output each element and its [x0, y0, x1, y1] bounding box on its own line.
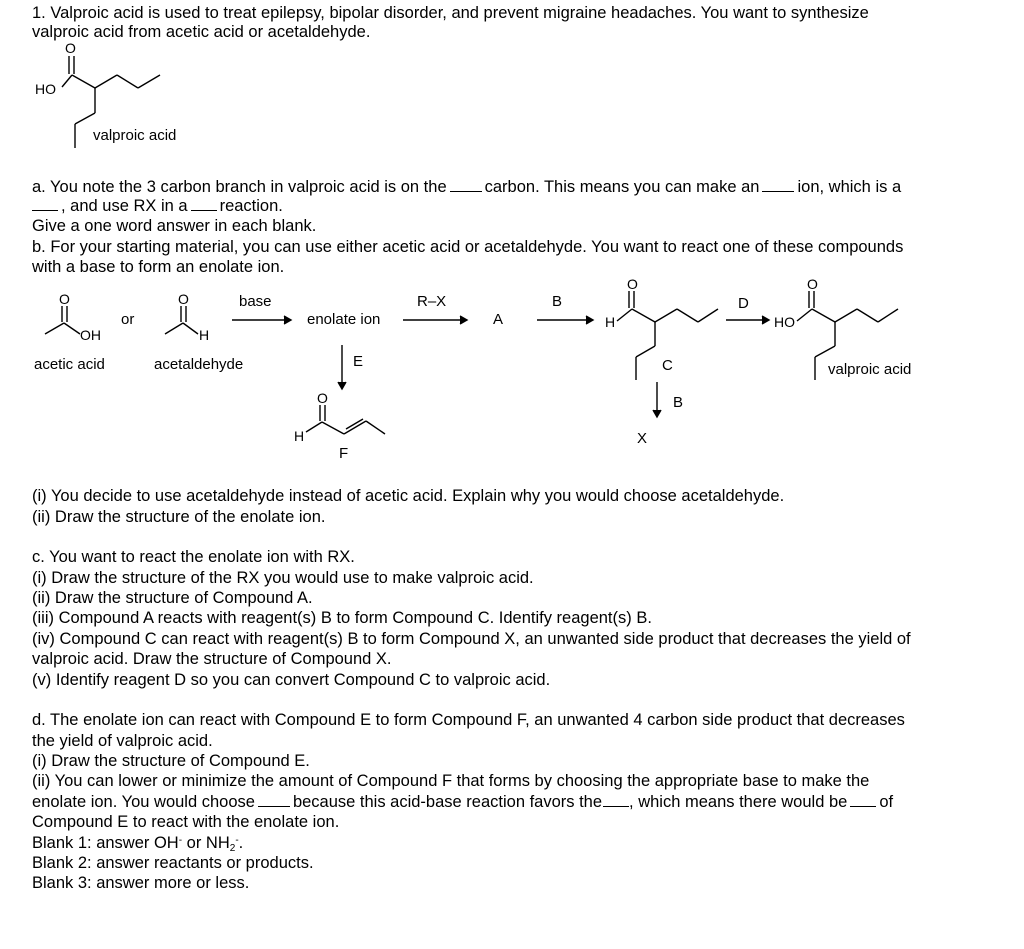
hydroxyl-label: HO	[35, 81, 56, 97]
part-c-question-ii: (ii) Draw the structure of Compound A.	[32, 589, 313, 607]
part-d-question-i: (i) Draw the structure of Compound E.	[32, 752, 310, 770]
question-intro-line1: 1. Valproic acid is used to treat epilepsy, bipolar disorder, and prevent migraine headaches. You want to synthesize	[32, 4, 869, 22]
compound-c-oxygen: O	[627, 276, 638, 292]
part-d-text-1: enolate ion. You would choose	[32, 793, 255, 811]
reagent-b-down-label: B	[673, 394, 684, 411]
reagent-d-label: D	[738, 295, 749, 312]
blank2-instructions: Blank 2: answer reactants or products.	[32, 854, 314, 872]
compound-f-h: H	[294, 428, 305, 444]
part-d-text-3: , which means there would be	[629, 793, 848, 811]
answer-blank[interactable]	[850, 792, 876, 807]
superscript-minus: -	[235, 835, 239, 846]
enolate-ion-label: enolate ion	[307, 311, 381, 328]
acetic-acid-oh: OH	[80, 327, 101, 343]
part-b-line1: b. For your starting material, you can use either acetic acid or acetaldehyde. You want to react one of these compounds	[32, 238, 904, 256]
part-a-text-2: carbon. This means you can make an	[484, 178, 760, 196]
part-b-line2: with a base to form an enolate ion.	[32, 258, 285, 276]
answer-blank[interactable]	[258, 792, 290, 807]
part-c-question-iii: (iii) Compound A reacts with reagent(s) B to form Compound C. Identify reagent(s) B.	[32, 609, 652, 627]
answer-blank[interactable]	[603, 792, 629, 807]
part-a-text-5: reaction.	[219, 197, 283, 215]
blank1-instructions	[32, 833, 243, 853]
compound-f-label: F	[339, 445, 349, 462]
valproic-acid-ho: HO	[774, 314, 795, 330]
or-label: or	[121, 311, 135, 328]
base-label: base	[239, 293, 272, 310]
valproic-acid-label: valproic acid	[93, 127, 177, 144]
part-c-question-i: (i) Draw the structure of the RX you would use to make valproic acid.	[32, 569, 534, 587]
blank1-text-2: or NH	[182, 834, 230, 852]
compound-a-label: A	[493, 311, 504, 328]
superscript-minus: -	[178, 835, 183, 846]
acetaldehyde-h: H	[199, 327, 210, 343]
part-a-instructions: Give a one word answer in each blank.	[32, 217, 317, 235]
part-d-line2: the yield of valproic acid.	[32, 732, 213, 750]
acetic-acid-label: acetic acid	[34, 356, 105, 373]
part-c-line1: c. You want to react the enolate ion with RX.	[32, 548, 355, 566]
part-a-text-3: ion, which is a	[797, 178, 902, 196]
acetaldehyde-label: acetaldehyde	[154, 356, 244, 373]
part-a-text-4: , and use RX in a	[61, 197, 188, 215]
part-d-text-2: because this acid-base reaction favors the	[292, 793, 603, 811]
part-d-question-ii-line1: (ii) You can lower or minimize the amount of Compound F that forms by choosing the appropriate base to make the	[32, 772, 870, 790]
part-a-text-1: a. You note the 3 carbon branch in valproic acid is on the	[32, 178, 447, 196]
compound-c-h: H	[605, 314, 616, 330]
blank1-text: Blank 1: answer OH	[32, 834, 179, 852]
part-d-text-4: of	[879, 793, 894, 811]
question-intro-line2: valproic acid from acetic acid or acetaldehyde.	[32, 23, 371, 41]
blank3-instructions: Blank 3: answer more or less.	[32, 874, 250, 892]
acetaldehyde-oxygen: O	[178, 291, 189, 307]
part-d-question-ii-line3: Compound E to react with the enolate ion.	[32, 813, 340, 831]
rx-label: R–X	[417, 293, 447, 310]
compound-e-label: E	[353, 353, 364, 370]
part-c-question-v: (v) Identify reagent D so you can convert Compound C to valproic acid.	[32, 671, 551, 689]
valproic-acid-scheme-label: valproic acid	[828, 361, 912, 378]
compound-c-label: C	[662, 357, 673, 374]
subscript-2: 2	[229, 843, 236, 854]
valproic-acid-oxygen: O	[807, 276, 818, 292]
part-b-question-ii: (ii) Draw the structure of the enolate ion.	[32, 508, 326, 526]
acetic-acid-oxygen: O	[59, 291, 70, 307]
compound-f-oxygen: O	[317, 390, 328, 406]
reagent-b-label: B	[552, 293, 563, 310]
part-d-line1: d. The enolate ion can react with Compound E to form Compound F, an unwanted 4 carbon side product that decreases	[32, 711, 905, 729]
part-c-question-iv-line1: (iv) Compound C can react with reagent(s) B to form Compound X, an unwanted side product that decreases the yield of	[32, 630, 911, 648]
oxygen-atom: O	[65, 40, 76, 56]
part-d-question-ii-line2	[32, 792, 893, 812]
part-b-question-i: (i) You decide to use acetaldehyde instead of acetic acid. Explain why you would choose acetaldehyde.	[32, 487, 785, 505]
blank1-period: .	[238, 834, 244, 852]
compound-x-label: X	[637, 430, 648, 447]
part-c-question-iv-line2: valproic acid. Draw the structure of Compound X.	[32, 650, 392, 668]
